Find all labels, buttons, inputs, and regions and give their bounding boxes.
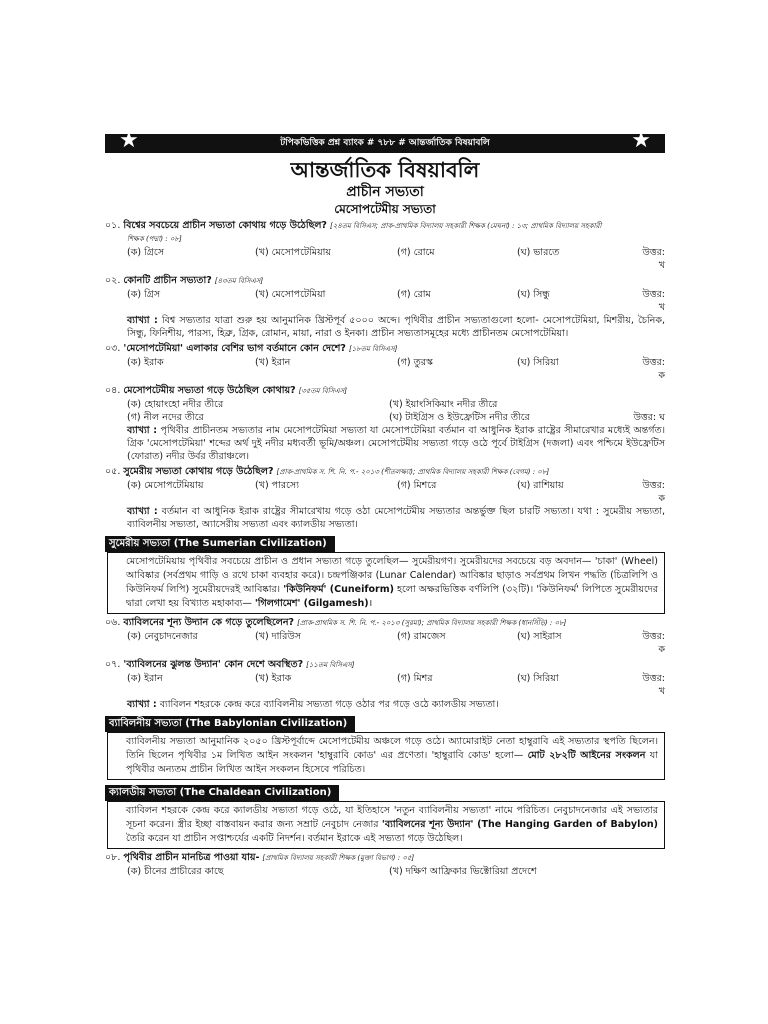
answer: উত্তর: খ <box>642 673 665 697</box>
question-text: ব্যাবিলনের শূন্য উদ্যান কে গড়ে তুলেছিলেন? <box>123 617 295 628</box>
answer: উত্তর: ক <box>642 480 665 504</box>
explanation-text: বিশ্ব সভ্যতার যাত্রা শুরু হয় আনুমানিক খ্রিস্টপূর্ব ৫০০০ অব্দে। পৃথিবীর প্রাচীন সভ্যতাগুলো হলো- মেসোপটেমিয়া, মিশরীয়, চৈনিক, সিন্ধু, ফিনিশীয়, পারস্য, হিব্রু, গ্রিক, রোমান, মায়া, নারা ও ইনকা। প্রাচীন সভ্যতাসমূহের মধ্যে প্রাচীনতম মেসোপটেমিয়া। <box>127 315 665 339</box>
answer: উত্তর: খ <box>642 289 665 313</box>
option: (ক) হোয়াংহো নদীর তীরে <box>127 399 224 410</box>
question-6 <box>105 616 665 630</box>
option: (ক) ইরান <box>127 673 163 684</box>
question-number: ০২. <box>105 275 121 286</box>
explanation-7 <box>105 698 665 711</box>
option: (ঘ) সিরিয়া <box>517 357 559 368</box>
options-6 <box>105 630 665 656</box>
explanation-label: ব্যাখ্যা : <box>127 699 157 710</box>
info-text: । <box>368 598 373 609</box>
question-number: ০৮. <box>105 852 121 863</box>
question-source: শিক্ষক (পদ্মা) : ০৮] <box>127 235 182 243</box>
explanation-4 <box>105 424 665 463</box>
option: (ক) চীনের প্রাচীরের কাছে <box>127 866 224 877</box>
options-4 <box>105 398 665 424</box>
explanation-5 <box>105 505 665 531</box>
question-number: ০৫. <box>105 466 121 477</box>
options-1 <box>105 246 665 272</box>
info-box-sumerian <box>107 552 665 614</box>
question-2 <box>105 274 665 288</box>
option: (ক) গ্রিস <box>127 289 161 300</box>
option: (গ) মিশরে <box>397 480 437 491</box>
option: (খ) ইয়াংসিকিয়াং নদীর তীরে <box>389 399 498 410</box>
option: (গ) নীল নদের তীরে <box>127 412 204 423</box>
question-source: [৪৩তম বিসিএস] <box>214 277 264 285</box>
option: (খ) ইরান <box>255 357 291 368</box>
question-1 <box>105 219 665 246</box>
explanation-text: ব্যাবিলন শহরকে কেন্দ্র করে ব্যাবিলনীয় সভ্যতা গড়ে ওঠার পর গড়ে ওঠে ক্যালডীয় সভ্যতা। <box>159 699 499 710</box>
option: (খ) ইরাক <box>255 673 292 684</box>
question-7 <box>105 658 665 672</box>
explanation-2 <box>105 314 665 340</box>
info-highlight: মোট ২৮২টি আইনের সংকলন <box>527 750 646 761</box>
explanation-label: ব্যাখ্যা : <box>127 425 158 436</box>
option: (ঘ) সিন্ধু <box>517 289 550 300</box>
question-8 <box>105 851 665 865</box>
options-7 <box>105 672 665 698</box>
info-highlight: 'ব্যাবিলনের শূন্য উদ্যান' (The Hanging Garden of Babylon) <box>381 819 659 830</box>
options-8 <box>105 865 665 878</box>
question-3 <box>105 342 665 356</box>
option: (ক) ইরাক <box>127 357 164 368</box>
page <box>105 128 665 878</box>
star-icon: ★ <box>119 128 139 153</box>
question-4 <box>105 384 665 398</box>
question-number: ০১. <box>105 220 121 231</box>
explanation-label: ব্যাখ্যা : <box>127 315 158 326</box>
option: (ক) গ্রিসে <box>127 247 165 258</box>
info-text: ব্যাবিলন শহরকে কেন্দ্র করে ক্যালডীয় সভ্যতা গড়ে ওঠে, যা ইতিহাসে 'নতুন ব্যাবিলনীয় সভ্যতা' নামে পরিচিত। নেবুচাদনেজার এই সভ্যতার সূচনা করেন। স্ত্রীর ইচ্ছা বাস্তবায়ন করার জন্য সম্রাট নেবুচাদ নেজার <box>126 805 658 830</box>
question-source: [প্রাক-প্রাথমিক স. শি. নি. প.- ২০১৩ (শীতলক্ষ্যা); প্রাথমিক বিদ্যালয় সহকারী শিক্ষক (বেগম) : ০৮] <box>276 468 550 476</box>
info-text: হলো অক্ষরভিত্তিক বর্ণলিপি (৩২টি)। 'কিউনিফর্ম' লিপিতে সুমেরীয়দের দ্বারা লেখা হয় বিখ্যাত মহাকাব্য— <box>126 584 658 609</box>
question-text: বিশ্বের সবচেয়ে প্রাচীন সভ্যতা কোথায় গড়ে উঠেছিল? <box>123 220 327 231</box>
option: (গ) মিশর <box>397 673 433 684</box>
option: (খ) মেসোপটেমিয়ায় <box>255 247 332 258</box>
info-highlight: 'কিউনিফর্ম' (Cuneiform) <box>283 584 394 595</box>
question-text: 'ব্যাবিলনের ঝুলন্ত উদ্যান' কোন দেশে অবস্থিত? <box>123 659 304 670</box>
info-text: তৈরি করেন যা প্রাচীন সপ্তাশ্চর্যের একটি নিদর্শন। বর্তমান ইরাকে এই সভ্যতা গড়ে উঠেছিল। <box>126 833 463 844</box>
info-text: ব্যাবিলনীয় সভ্যতা আনুমানিক ২০৫০ খ্রিস্টপূর্বাব্দে মেসোপটেমীয় অঞ্চলে গড়ে ওঠে। অ্যামোরাইট নেতা হাম্বুরাবি এই সভ্যতার স্থপতি ছিলেন। তিনি ছিলেন পৃথিবীর ১ম লিখিত আইন সংকলন 'হাম্বুরাবি কোড' এর প্রণেতা। 'হাম্বুরাবি কোড' হলো— <box>126 736 658 761</box>
answer: উত্তর: ঘ <box>633 412 665 423</box>
question-number: ০৪. <box>105 385 121 396</box>
question-source: [১৮তম বিসিএস] <box>348 345 398 353</box>
explanation-text: পৃথিবীর প্রাচীনতম সভ্যতার নাম মেসোপটেমিয়া সভ্যতা যা মেসোপটেমিয়া বর্তমান বা আধুনিক ইরাক রাষ্ট্রের সীমারেখার মধ্যেই অন্তর্গত। গ্রিক 'মেসোপটেমিয়া' শব্দের অর্থ দুই নদীর মধ্যবর্তী ভূমি/অঞ্চল। মেসোপটেমীয় সভ্যতা গড়ে ওঠে পূর্বে টাইগ্রিস (দজলা) এবং পশ্চিমে ইউফ্রেটিস (ফোরাত) নদীর উর্বর তীরাঞ্চলে। <box>127 425 665 462</box>
answer: উত্তর: ক <box>642 357 665 381</box>
question-number: ০৩. <box>105 343 121 354</box>
option: (ক) মেসোপটেমিয়ায় <box>127 480 204 491</box>
answer: উত্তর: খ <box>642 247 665 271</box>
option: (ঘ) সিরিয়া <box>517 673 559 684</box>
option: (ঘ) টাইগ্রিস ও ইউফ্রেটিস নদীর তীরে <box>389 412 530 423</box>
option: (খ) দারিউস <box>255 631 302 642</box>
star-icon: ★ <box>631 128 651 153</box>
option: (গ) রোমে <box>397 247 435 258</box>
option: (খ) মেসোপটেমিয়া <box>255 289 326 300</box>
info-text: যা পৃথিবীর অন্যতম প্রাচীন লিখিত আইন সংকলন হিসেবে পরিচিত। <box>126 750 659 775</box>
section-heading-chaldean: ক্যালডীয় সভ্যতা (The Chaldean Civilization) <box>105 785 339 801</box>
options-3 <box>105 356 665 382</box>
answer: উত্তর: ক <box>642 631 665 655</box>
option: (ঘ) সাইরাস <box>517 631 562 642</box>
header-banner <box>105 128 665 153</box>
question-text: 'মেসোপটেমিয়া' এলাকার বেশির ভাগ বর্তমানে কোন দেশে? <box>123 343 346 354</box>
question-number: ০৭. <box>105 659 121 670</box>
question-source: [প্রাক-প্রাথমিক স. শি. নি. প.- ২০১৩ (সুরমা); প্রাথমিক বিদ্যালয় সহকারী শিক্ষক (ধানসিঁড়ি) : ০৮] <box>297 619 567 627</box>
question-source: [২৪তম বিসিএস; প্রাক-প্রাথমিক বিদ্যালয় সহকারী শিক্ষক (মেঘনা) : ১৩; প্রাথমিক বিদ্যালয় সহকারী <box>329 222 602 230</box>
explanation-label: ব্যাখ্যা : <box>127 506 158 517</box>
page-subtitle: প্রাচীন সভ্যতা <box>346 184 424 200</box>
info-box-babylonian <box>107 732 665 780</box>
info-highlight: 'গিলগামেশ' (Gilgamesh) <box>254 598 369 609</box>
options-2 <box>105 288 665 314</box>
question-5 <box>105 465 665 479</box>
section-heading-babylonian: ব্যাবিলনীয় সভ্যতা (The Babylonian Civilization) <box>105 716 355 732</box>
info-text: মেসোপটেমিয়ায় পৃথিবীর সবচেয়ে প্রাচীন ও প্রধান সভ্যতা গড়ে তুলেছিল— সুমেরীয়গণ। সুমেরীয়দের সবচেয়ে বড় অবদান— 'চাকা' (Wheel) আবিষ্কার (সর্বপ্রথম গাড়ি ও রথে চাকা ব্যবহার করে)। চন্দ্রপঞ্জিকার (Lunar Calendar) আবিষ্কার ছাড়াও সর্বপ্রথম লিখন পদ্ধতি (চিত্রলিপি ও কিউনিফর্ম লিপি) সুমেরীয়দেরই আবিষ্কার। <box>126 556 658 595</box>
section-heading-sumerian: সুমেরীয় সভ্যতা (The Sumerian Civilization) <box>105 536 335 552</box>
question-source: [প্রাথমিক বিদ্যালয় সহকারী শিক্ষক (মুক্তা বিভাগ) : ০৫] <box>262 854 415 862</box>
question-text: পৃথিবীর প্রাচীন মানচিত্র পাওয়া যায়- <box>123 852 260 863</box>
section-title: মেসোপটেমীয় সভ্যতা <box>334 202 436 216</box>
question-number: ০৬. <box>105 617 121 628</box>
option: (গ) রামজেস <box>397 631 446 642</box>
explanation-text: বর্তমান বা আধুনিক ইরাক রাষ্ট্রের সীমারেখায় গড়ে ওঠা মেসোপটেমীয় সভ্যতার অন্তর্ভুক্ত ছিল চারটি সভ্যতা। যথা : সুমেরীয় সভ্যতা, ব্যাবিলনীয় সভ্যতা, অ্যাসেরীয় সভ্যতা এবং ক্যালডীয় সভ্যতা। <box>127 506 665 530</box>
info-box-chaldean <box>107 801 665 849</box>
question-text: কোনটি প্রাচীন সভ্যতা? <box>123 275 212 286</box>
question-source: [১১তম বিসিএস] <box>306 661 355 669</box>
page-title: আন্তর্জাতিক বিষয়াবলি <box>290 157 480 182</box>
banner-text: টপিকভিত্তিক প্রশ্ন ব্যাংক # ৭৮৮ # আন্তর্জাতিক বিষয়াবলি <box>280 138 490 148</box>
question-source: [৩৫তম বিসিএস] <box>298 387 348 395</box>
question-text: মেসোপটেমীয় সভ্যতা গড়ে উঠেছিল কোথায়? <box>123 385 296 396</box>
option: (খ) দক্ষিণ আফ্রিকার ভিক্টোরিয়া প্রদেশে <box>389 866 537 877</box>
question-text: সুমেরীয় সভ্যতা কোথায় গড়ে উঠেছিল? <box>123 466 274 477</box>
options-5 <box>105 479 665 505</box>
option: (গ) তুরস্ক <box>397 357 433 368</box>
option: (ঘ) রাশিয়ায় <box>517 480 564 491</box>
option: (ঘ) ভারতে <box>517 247 560 258</box>
option: (ক) নেবুচাদনেজার <box>127 631 198 642</box>
option: (গ) রোম <box>397 289 431 300</box>
option: (খ) পারস্যে <box>255 480 299 491</box>
